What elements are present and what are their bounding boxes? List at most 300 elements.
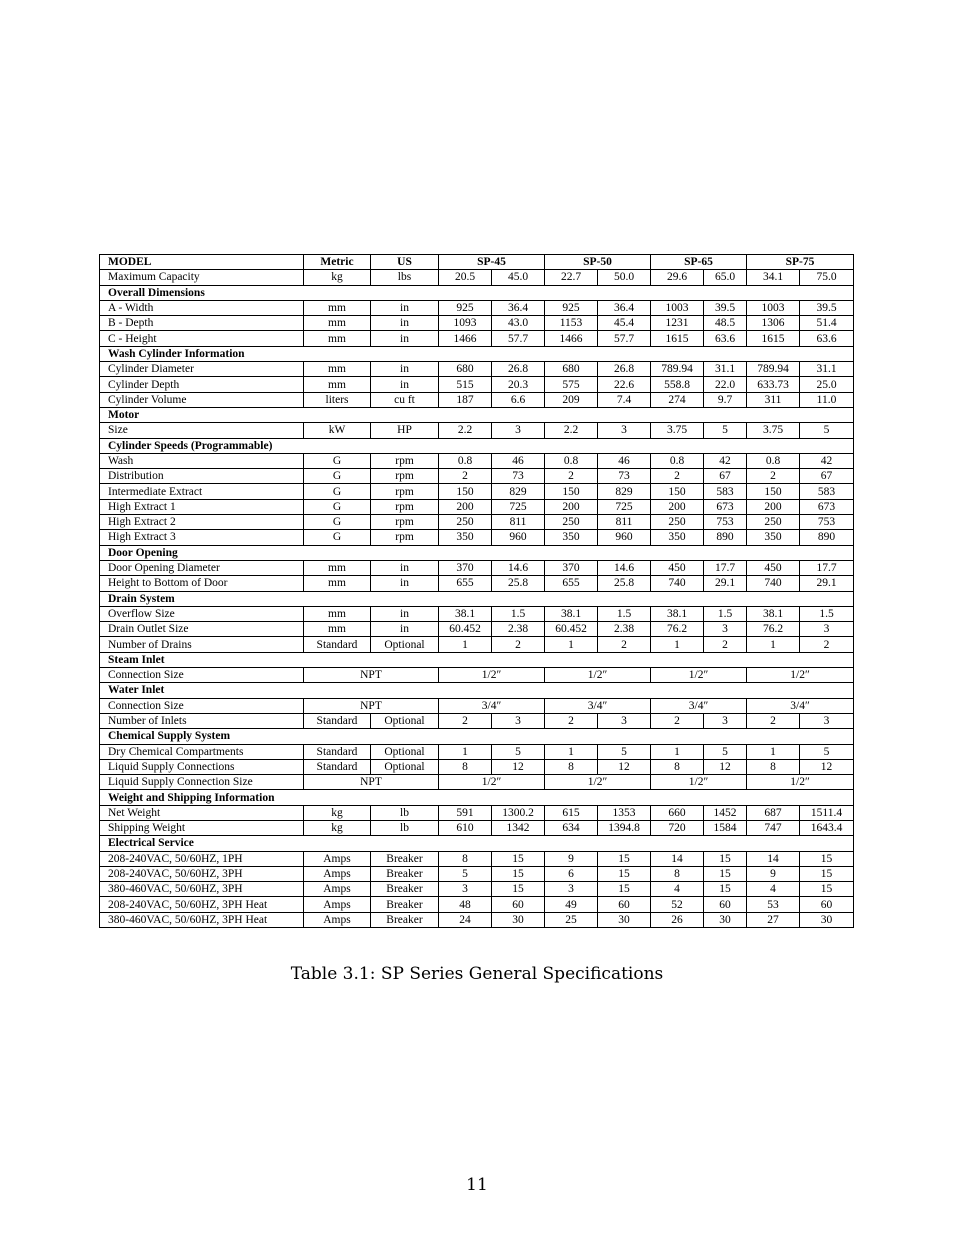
cell-value: 591 [439,805,492,820]
cell-value: 49 [545,897,598,912]
cell-value: 583 [704,484,747,499]
cell-value: 1231 [651,316,704,331]
section-title: Electrical Service [100,836,854,851]
cell-value: 515 [439,377,492,392]
table-row [100,469,854,484]
row-metric-unit: Standard [304,759,371,774]
cell-value: 7.4 [598,392,651,407]
cell-value: 25.8 [492,576,545,591]
cell-value: 60 [800,897,854,912]
cell-value: 925 [439,300,492,315]
table-row [100,331,854,346]
table-row [100,377,854,392]
row-unit: NPT [304,775,439,790]
cell-value: 3 [492,423,545,438]
cell-value: 5 [598,744,651,759]
cell-value: 36.4 [492,300,545,315]
row-metric-unit: Standard [304,713,371,728]
cell-value: 15 [704,882,747,897]
cell-value: 1342 [492,820,545,835]
cell-value: 29.6 [651,270,704,285]
cell-value: 610 [439,820,492,835]
table-row [100,316,854,331]
row-metric-unit: kg [304,820,371,835]
row-metric-unit: Amps [304,912,371,927]
table-row [100,882,854,897]
cell-value: 350 [545,530,598,545]
row-metric-unit: mm [304,606,371,621]
cell-value: 38.1 [747,606,800,621]
table-row [100,423,854,438]
cell-value: 2.2 [439,423,492,438]
cell-value: 1 [747,744,800,759]
table-caption: Table 3.1: SP Series General Specifications [290,964,664,984]
cell-value: 63.6 [800,331,854,346]
cell-value: 890 [800,530,854,545]
cell-value: 4 [651,882,704,897]
cell-value: 2 [747,469,800,484]
cell-value: 350 [747,530,800,545]
cell-value: 673 [800,499,854,514]
cell-value: 2 [598,637,651,652]
cell-value: 450 [747,560,800,575]
row-metric-unit: Amps [304,866,371,881]
section-title: Wash Cylinder Information [100,346,854,361]
row-us-unit: Breaker [371,882,439,897]
row-label: Net Weight [100,805,304,820]
cell-value: 187 [439,392,492,407]
cell-value: 4 [747,882,800,897]
row-us-unit: rpm [371,530,439,545]
cell-value: 8 [545,759,598,774]
cell-value: 200 [545,499,598,514]
cell-value: 73 [492,469,545,484]
row-label: 380-460VAC, 50/60HZ, 3PH [100,882,304,897]
row-unit: NPT [304,668,439,683]
cell-value: 3/4″ [747,698,854,713]
cell-value: 0.8 [439,453,492,468]
cell-value: 63.6 [704,331,747,346]
cell-value: 15 [492,866,545,881]
table-row [100,453,854,468]
cell-value: 50.0 [598,270,651,285]
cell-value: 274 [651,392,704,407]
cell-value: 960 [598,530,651,545]
cell-value: 65.0 [704,270,747,285]
cell-value: 660 [651,805,704,820]
cell-value: 53 [747,897,800,912]
cell-value: 1353 [598,805,651,820]
row-label: 208-240VAC, 50/60HZ, 1PH [100,851,304,866]
cell-value: 200 [651,499,704,514]
cell-value: 1093 [439,316,492,331]
row-metric-unit: Standard [304,744,371,759]
cell-value: 6 [545,866,598,881]
section-title: Steam Inlet [100,652,854,667]
cell-value: 680 [439,362,492,377]
cell-value: 60.452 [545,622,598,637]
cell-value: 655 [545,576,598,591]
row-us-unit: Optional [371,759,439,774]
cell-value: 1/2″ [651,668,747,683]
row-label: Wash [100,453,304,468]
row-us-unit: in [371,377,439,392]
cell-value: 200 [439,499,492,514]
cell-value: 17.7 [800,560,854,575]
cell-value: 48.5 [704,316,747,331]
row-label: B - Depth [100,316,304,331]
cell-value: 575 [545,377,598,392]
cell-value: 1.5 [492,606,545,621]
row-metric-unit: G [304,469,371,484]
row-label: Number of Inlets [100,713,304,728]
table-row [100,270,854,285]
cell-value: 2 [545,713,598,728]
row-us-unit: in [371,560,439,575]
row-us-unit: in [371,331,439,346]
cell-value: 30 [800,912,854,927]
row-us-unit: rpm [371,515,439,530]
cell-value: 30 [704,912,747,927]
cell-value: 12 [492,759,545,774]
cell-value: 250 [439,515,492,530]
cell-value: 1 [439,637,492,652]
table-row [100,759,854,774]
header-metric: Metric [304,255,371,270]
cell-value: 42 [800,453,854,468]
cell-value: 1/2″ [439,668,545,683]
section-title: Overall Dimensions [100,285,854,300]
cell-value: 680 [545,362,598,377]
section-title: Drain System [100,591,854,606]
table-row [100,560,854,575]
cell-value: 9 [747,866,800,881]
cell-value: 1 [651,637,704,652]
section-title: Chemical Supply System [100,729,854,744]
cell-value: 39.5 [704,300,747,315]
cell-value: 789.94 [747,362,800,377]
row-us-unit: cu ft [371,392,439,407]
cell-value: 1511.4 [800,805,854,820]
section-header-row [100,591,854,606]
cell-value: 1615 [747,331,800,346]
cell-value: 890 [704,530,747,545]
cell-value: 8 [651,759,704,774]
row-metric-unit: mm [304,622,371,637]
cell-value: 753 [704,515,747,530]
table-row [100,606,854,621]
cell-value: 2.38 [492,622,545,637]
cell-value: 1 [439,744,492,759]
row-us-unit: in [371,576,439,591]
row-us-unit: in [371,316,439,331]
page-number: 11 [466,1175,488,1195]
cell-value: 200 [747,499,800,514]
cell-value: 26.8 [492,362,545,377]
section-header-row [100,438,854,453]
table-header-row [100,255,854,270]
cell-value: 2 [439,469,492,484]
row-us-unit: Breaker [371,897,439,912]
row-metric-unit: mm [304,560,371,575]
cell-value: 24 [439,912,492,927]
cell-value: 789.94 [651,362,704,377]
cell-value: 740 [747,576,800,591]
cell-value: 1/2″ [545,668,651,683]
cell-value: 2 [704,637,747,652]
row-label: High Extract 2 [100,515,304,530]
cell-value: 3 [439,882,492,897]
cell-value: 5 [492,744,545,759]
row-us-unit: lb [371,820,439,835]
cell-value: 30 [598,912,651,927]
cell-value: 57.7 [598,331,651,346]
cell-value: 3 [800,622,854,637]
row-label: Connection Size [100,698,304,713]
cell-value: 15 [598,866,651,881]
cell-value: 31.1 [704,362,747,377]
table-row [100,805,854,820]
row-us-unit: Breaker [371,851,439,866]
cell-value: 3 [704,622,747,637]
cell-value: 22.7 [545,270,598,285]
cell-value: 2 [545,469,598,484]
cell-value: 5 [704,423,747,438]
row-label: Height to Bottom of Door [100,576,304,591]
cell-value: 14 [651,851,704,866]
cell-value: 36.4 [598,300,651,315]
header-model-sp65: SP-65 [651,255,747,270]
cell-value: 3 [598,423,651,438]
cell-value: 1 [545,637,598,652]
row-us-unit: lb [371,805,439,820]
cell-value: 34.1 [747,270,800,285]
row-metric-unit: kg [304,805,371,820]
row-label: Door Opening Diameter [100,560,304,575]
row-metric-unit: Amps [304,897,371,912]
cell-value: 15 [598,851,651,866]
row-label: Intermediate Extract [100,484,304,499]
cell-value: 725 [492,499,545,514]
cell-value: 250 [747,515,800,530]
section-header-row [100,683,854,698]
row-us-unit: Optional [371,744,439,759]
cell-value: 1 [545,744,598,759]
cell-value: 829 [492,484,545,499]
header-model-sp45: SP-45 [439,255,545,270]
cell-value: 43.0 [492,316,545,331]
cell-value: 8 [651,866,704,881]
row-metric-unit: liters [304,392,371,407]
row-label: Cylinder Depth [100,377,304,392]
row-us-unit: lbs [371,270,439,285]
cell-value: 3/4″ [439,698,545,713]
row-label: Drain Outlet Size [100,622,304,637]
row-label: Cylinder Diameter [100,362,304,377]
cell-value: 22.6 [598,377,651,392]
section-header-row [100,729,854,744]
row-metric-unit: Amps [304,882,371,897]
table-row [100,668,854,683]
cell-value: 2 [492,637,545,652]
cell-value: 14.6 [492,560,545,575]
section-header-row [100,545,854,560]
row-metric-unit: mm [304,377,371,392]
row-us-unit: in [371,622,439,637]
cell-value: 76.2 [747,622,800,637]
cell-value: 42 [704,453,747,468]
cell-value: 6.6 [492,392,545,407]
row-label: Cylinder Volume [100,392,304,407]
row-metric-unit: kg [304,270,371,285]
row-metric-unit: G [304,453,371,468]
cell-value: 29.1 [704,576,747,591]
cell-value: 38.1 [545,606,598,621]
row-us-unit: in [371,300,439,315]
cell-value: 1.5 [598,606,651,621]
cell-value: 740 [651,576,704,591]
cell-value: 3 [800,713,854,728]
cell-value: 15 [704,866,747,881]
cell-value: 1306 [747,316,800,331]
cell-value: 38.1 [651,606,704,621]
cell-value: 17.7 [704,560,747,575]
cell-value: 5 [800,423,854,438]
row-label: Dry Chemical Compartments [100,744,304,759]
cell-value: 1/2″ [439,775,545,790]
row-metric-unit: mm [304,362,371,377]
cell-value: 60 [598,897,651,912]
cell-value: 925 [545,300,598,315]
cell-value: 1 [747,637,800,652]
cell-value: 3 [598,713,651,728]
cell-value: 76.2 [651,622,704,637]
section-header-row [100,836,854,851]
row-metric-unit: G [304,530,371,545]
cell-value: 687 [747,805,800,820]
cell-value: 2 [800,637,854,652]
table-row [100,698,854,713]
table-row [100,851,854,866]
header-model-sp75: SP-75 [747,255,854,270]
row-us-unit: rpm [371,453,439,468]
cell-value: 46 [598,453,651,468]
cell-value: 25.8 [598,576,651,591]
cell-value: 20.5 [439,270,492,285]
row-label: Shipping Weight [100,820,304,835]
row-label: 208-240VAC, 50/60HZ, 3PH Heat [100,897,304,912]
cell-value: 3/4″ [545,698,651,713]
cell-value: 150 [545,484,598,499]
cell-value: 311 [747,392,800,407]
row-label: Number of Drains [100,637,304,652]
cell-value: 1/2″ [747,775,854,790]
row-metric-unit: G [304,484,371,499]
cell-value: 29.1 [800,576,854,591]
cell-value: 1003 [651,300,704,315]
row-unit: NPT [304,698,439,713]
row-label: 208-240VAC, 50/60HZ, 3PH [100,866,304,881]
cell-value: 60 [492,897,545,912]
cell-value: 0.8 [747,453,800,468]
cell-value: 1643.4 [800,820,854,835]
row-us-unit: Breaker [371,912,439,927]
cell-value: 15 [492,882,545,897]
table-row [100,744,854,759]
cell-value: 15 [800,882,854,897]
row-label: Overflow Size [100,606,304,621]
row-label: Maximum Capacity [100,270,304,285]
row-us-unit: Breaker [371,866,439,881]
cell-value: 14.6 [598,560,651,575]
table-row [100,530,854,545]
cell-value: 2 [651,713,704,728]
cell-value: 8 [439,851,492,866]
row-metric-unit: mm [304,316,371,331]
section-title: Weight and Shipping Information [100,790,854,805]
table-row [100,897,854,912]
table-row [100,576,854,591]
cell-value: 3/4″ [651,698,747,713]
cell-value: 30 [492,912,545,927]
cell-value: 8 [439,759,492,774]
row-us-unit: rpm [371,499,439,514]
cell-value: 150 [747,484,800,499]
spec-table [99,254,854,928]
row-label: C - Height [100,331,304,346]
cell-value: 960 [492,530,545,545]
table-row [100,515,854,530]
cell-value: 634 [545,820,598,835]
row-metric-unit: Standard [304,637,371,652]
table-row [100,499,854,514]
cell-value: 9 [545,851,598,866]
row-us-unit: Optional [371,713,439,728]
cell-value: 25.0 [800,377,854,392]
row-label: Liquid Supply Connection Size [100,775,304,790]
cell-value: 2.2 [545,423,598,438]
cell-value: 370 [545,560,598,575]
section-title: Water Inlet [100,683,854,698]
cell-value: 67 [704,469,747,484]
cell-value: 48 [439,897,492,912]
cell-value: 811 [492,515,545,530]
cell-value: 370 [439,560,492,575]
row-us-unit: Optional [371,637,439,652]
cell-value: 1/2″ [651,775,747,790]
cell-value: 720 [651,820,704,835]
cell-value: 26 [651,912,704,927]
row-metric-unit: kW [304,423,371,438]
cell-value: 829 [598,484,651,499]
row-label: A - Width [100,300,304,315]
section-header-row [100,652,854,667]
section-title: Motor [100,407,854,422]
cell-value: 1466 [545,331,598,346]
cell-value: 27 [747,912,800,927]
cell-value: 15 [704,851,747,866]
row-us-unit: in [371,362,439,377]
cell-value: 14 [747,851,800,866]
cell-value: 0.8 [651,453,704,468]
row-us-unit: rpm [371,484,439,499]
row-metric-unit: mm [304,331,371,346]
cell-value: 5 [439,866,492,881]
header-model: MODEL [100,255,304,270]
table-row [100,392,854,407]
table-row [100,820,854,835]
table-row [100,637,854,652]
